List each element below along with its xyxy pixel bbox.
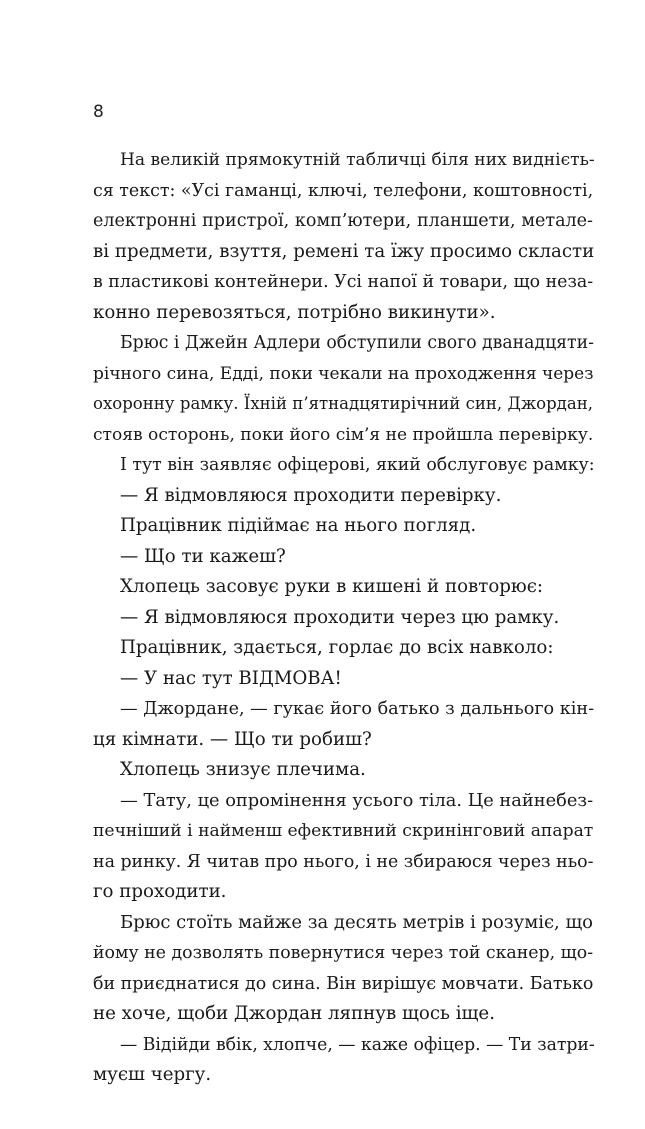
- text-line: муєш чергу.: [93, 1064, 212, 1085]
- paragraph: [93, 633, 593, 664]
- text-line: в пластикові контейнери. Усі напої й товари, що неза-: [93, 272, 594, 292]
- text-line: Працівник, здається, горлає до всіх навколо:: [120, 637, 554, 658]
- text-line: Брюс стоїть майже за десять метрів і розуміє, що: [120, 911, 593, 933]
- text-line: го проходити.: [93, 881, 227, 902]
- paragraph: [93, 481, 593, 512]
- text-line: — Відійди вбік, хлопче, — каже офіцер. — Ти затри-: [120, 1034, 595, 1055]
- text-line: печніший і найменш ефективний скринінговий апарат: [93, 821, 594, 841]
- text-line: конно перевозяться, потрібно викинути».: [93, 301, 496, 323]
- paragraph: [93, 694, 593, 755]
- paragraph: [93, 572, 593, 603]
- text-line: І тут він заявляє офіцерові, який обслуговує рамку:: [120, 455, 595, 475]
- text-line: — Я відмовляюся проходити перевірку.: [120, 484, 502, 506]
- text-line: — Тату, це опромінення усього тіла. Це найнебез-: [120, 789, 594, 811]
- text-line: Працівник підіймає на нього погляд.: [120, 515, 477, 536]
- paragraph: [93, 908, 593, 1030]
- text-line: — Що ти кажеш?: [120, 545, 286, 567]
- paragraph: [93, 511, 593, 542]
- text-line: охоронну рамку. Їхній п’ятнадцятирічний син, Джордан,: [93, 394, 593, 413]
- text-line: йому не дозволять повернутися через той сканер, що-: [93, 943, 594, 963]
- text-line: На великій прямокутній табличці біля них виднієть-: [120, 150, 595, 170]
- text-line: Брюс і Джейн Адлери обступили свого дванадцяти-: [120, 333, 594, 353]
- text-line: на ринку. Я читав про нього, і не збираюся через ньо-: [93, 851, 594, 872]
- paragraph: [93, 1030, 593, 1091]
- text-line: би приєднатися до сина. Він вирішує мовчати. Батько: [93, 973, 594, 994]
- text-line: Хлопець засовує руки в кишені й повторює:: [120, 576, 544, 597]
- paragraph: [93, 664, 593, 695]
- paragraph: [93, 542, 593, 573]
- text-line: річного сина, Едді, поки чекали на проходження через: [93, 363, 594, 384]
- paragraph: [93, 328, 593, 450]
- paragraph: [93, 450, 593, 481]
- text-line: не хоче, щоби Джордан ляпнув щось іще.: [93, 1003, 495, 1024]
- paragraph: [93, 603, 593, 634]
- paragraph: [93, 786, 593, 908]
- text-line: — Джордане, — гукає його батько з дальнього кін-: [120, 699, 595, 719]
- body-text: [93, 145, 593, 1091]
- text-line: електронні пристрої, комп’ютери, планшети, металe-: [93, 211, 593, 231]
- text-line: стояв осторонь, поки його сім’я не пройшла перевірку.: [93, 424, 594, 445]
- paragraph: [93, 145, 593, 328]
- text-line: ві предмети, взуття, ремені та їжу просимо скласти: [93, 240, 595, 262]
- text-line: — У нас тут ВІДМОВА!: [120, 667, 342, 689]
- page-number: 8: [93, 102, 104, 122]
- text-line: ся текст: «Усі гаманці, ключі, телефони, коштовності,: [93, 180, 594, 201]
- text-line: Хлопець знизує плечима.: [120, 759, 366, 780]
- text-line: — Я відмовляюся проходити через цю рамку.: [120, 606, 560, 628]
- text-line: ця кімнати. — Що ти робиш?: [93, 728, 372, 750]
- paragraph: [93, 755, 593, 786]
